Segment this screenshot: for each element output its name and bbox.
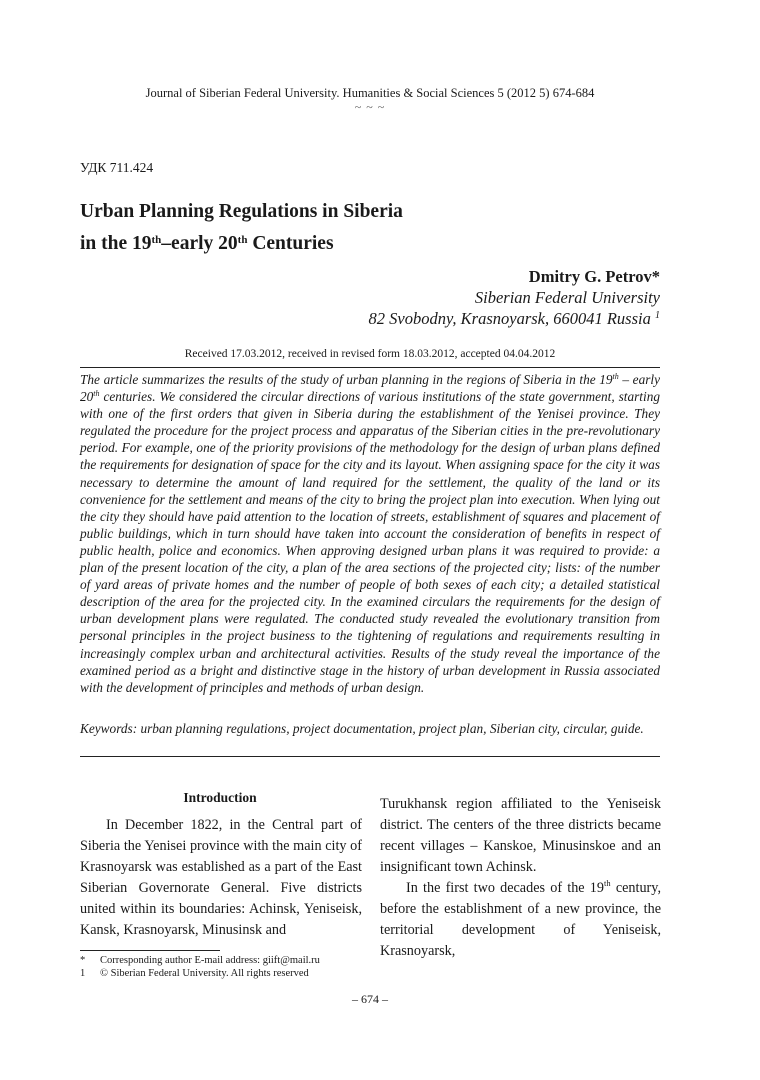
- right-paragraph-2: [380, 878, 661, 962]
- footnote-2-text: © Siberian Federal University. All rights reserved: [100, 968, 309, 979]
- keywords: Keywords: urban planning regulations, project documentation, project plan, Siberian city, circular, guide.: [80, 721, 644, 736]
- page-number: – 674 –: [352, 992, 388, 1006]
- abstract-part-1: The article summarizes the results of the study of urban planning in the regions of Siberia in the 19: [80, 372, 613, 387]
- header-ornament: ~ ~ ~: [354, 100, 386, 114]
- article-title: [80, 196, 403, 260]
- left-column: [80, 815, 362, 941]
- right-paragraph-2-post: century, before the establishment of a new province, the territorial development of Yeniseisk, Krasnoyarsk,: [380, 880, 661, 959]
- footnote-1-mark: *: [80, 955, 86, 966]
- footnote-rule: [80, 950, 220, 951]
- keywords-bottom-rule: [80, 756, 660, 757]
- title-sup-1: th: [151, 234, 162, 246]
- abstract-sup-2: th: [93, 389, 100, 399]
- author-address-note: 1: [655, 310, 660, 321]
- title-line-2-post: Centuries: [247, 233, 334, 254]
- title-line-2-mid: –early 20: [161, 233, 238, 254]
- footnote-1-text: Corresponding author E-mail address: giift@mail.ru: [100, 955, 320, 966]
- footnote-2-mark: 1: [80, 968, 86, 979]
- abstract-top-rule: [80, 367, 660, 368]
- title-line-1: Urban Planning Regulations in Siberia: [80, 201, 403, 222]
- journal-header: Journal of Siberian Federal University. Humanities & Social Sciences 5 (2012 5) 674-684: [145, 86, 595, 100]
- abstract-part-3: centuries. We considered the circular directions of various institutions of the state government, starting with one of the first orders that given in Siberia during the establishment of the Yenisei province. They regulated the procedure for the project process and apparatus of the Siberian cities in the pre-revolutionary period. For example, one of the priority provisions of the methodology for the design of urban plans defined the requirements for designation of space for the city and its layout. When assigning space for the city it was necessary to determine the amount of land required for the settlement, the quality of the land or its convenience for the settlement and means of the city to bring the project plan into execution. When lying out the city they should have paid attention to the location of streets, establishment of squares and placement of public buildings, which in turn should have taken into account the consideration of benefits in respect of public health, police and economics. When approving designed urban plans it was required to provide: a plan of the present location of the city, a plan of the area sections of the projected city; lists: of the number of yard areas of private homes and the number of people of both sexes of each city; a detailed statistical description of the area for the projected city. In the examined circulars the requirements for the design of urban development plans were regulated. The conducted study revealed the evolutionary transition from personal principles in the project business to the tightening of regulations and requirements resulting in increasingly complex urban and architectural activities. Results of the study reveal the importance of the examined period as a bright and distinctive stage in the history of urban development in Russia associated with the development of principles and methods of urban design.: [80, 389, 660, 695]
- abstract-sup-1: th: [612, 372, 619, 381]
- title-sup-2: th: [237, 234, 248, 246]
- right-paragraph-1: Turukhansk region affiliated to the Yeniseisk district. The centers of the three districts became recent villages – Kanskoe, Minusinskoe and an insignificant town Achinsk.: [380, 796, 661, 875]
- right-paragraph-2-sup: th: [603, 878, 611, 888]
- author-address-text: 82 Svobodny, Krasnoyarsk, 660041 Russia: [368, 309, 655, 328]
- title-line-2: [80, 228, 403, 260]
- right-column: [380, 794, 661, 962]
- left-paragraph-1: In December 1822, in the Central part of Siberia the Yenisei province with the main city of Krasnoyarsk was established as a part of the East Siberian Governorate General. Five districts united within its boundaries: Achinsk, Yeniseisk, Kansk, Krasnoyarsk, Minusinsk and: [80, 817, 362, 938]
- received-dates: Received 17.03.2012, received in revised form 18.03.2012, accepted 04.04.2012: [184, 348, 556, 360]
- footnote-2: [80, 967, 309, 980]
- author-name: Dmitry G. Petrov*: [528, 267, 660, 286]
- author-block: [369, 266, 660, 329]
- author-address: [369, 308, 660, 329]
- abstract-part-2: – early 20: [80, 372, 660, 405]
- title-line-2-pre: in the 19: [80, 233, 152, 254]
- footnote-1: [80, 954, 320, 967]
- author-affiliation: Siberian Federal University: [474, 288, 660, 307]
- introduction-heading: Introduction: [183, 790, 257, 805]
- abstract: [80, 371, 660, 696]
- udc-code: УДК 711.424: [80, 160, 154, 175]
- right-paragraph-2-pre: In the first two decades of the 19: [406, 880, 604, 896]
